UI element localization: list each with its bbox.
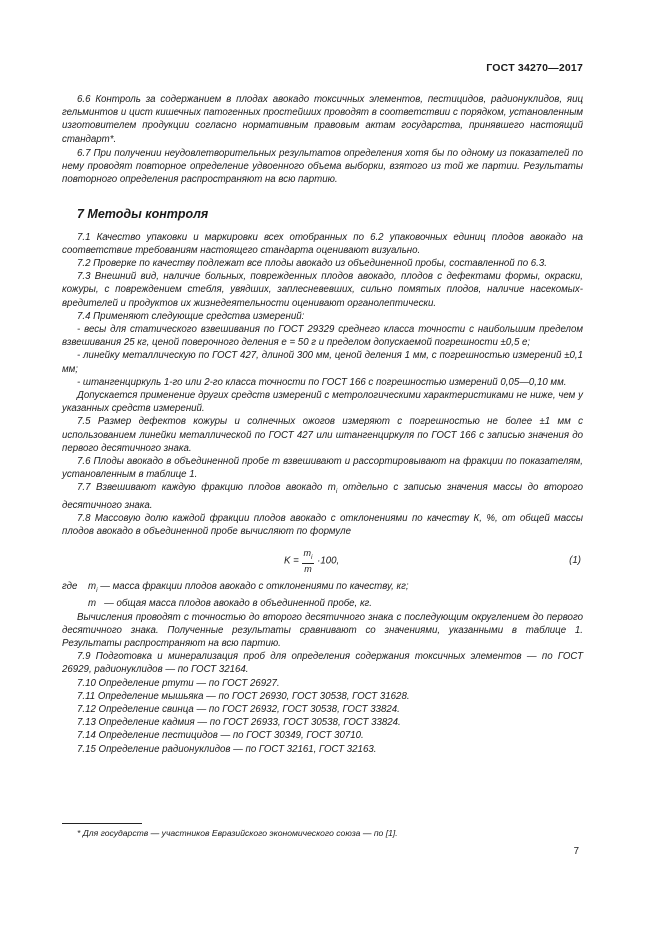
paragraph-7-11: 7.11 Определение мышьяка — по ГОСТ 26930, ГОСТ 30538, ГОСТ 31628. — [77, 690, 410, 702]
where-symbol-m — [88, 597, 104, 610]
where-row-m — [62, 597, 583, 610]
paragraph-7-4: 7.4 Применяют следующие средства измерений: — [77, 310, 305, 322]
formula-lhs: K = — [284, 555, 299, 567]
paragraph-7-1: 7.1 Качество упаковки и маркировки всех отобранных по 6.2 упаковочных единиц плодов авокадо на соответствие требованиям настоящего стандарта оценивают визуально. — [62, 231, 583, 256]
paragraph-7-2: 7.2 Проверке по качеству подлежат все плоды авокадо из объединенной пробы, составленной по 6.3. — [77, 258, 547, 270]
paragraph-6-7: 6.7 При получении неудовлетворительных результатов определения хотя бы по одному из показателей по нему проводят повторное определение удвоенного объема выборки, взятого из той же партии. Результаты повторного определения распространяют на всю партию. — [62, 147, 583, 186]
where-subscript: i — [96, 587, 98, 595]
formula-denominator: m — [304, 564, 312, 575]
paragraph-allowance: Допускается применение других средств измерений с метрологическими характеристиками не ниже, чем у указанных средств измерений. — [62, 390, 583, 415]
paragraph-7-7-end: отдельно с записью значения массы до второго десятичного знака. — [62, 482, 583, 511]
numerator-subscript: i — [311, 554, 313, 562]
footnote: * Для государств — участников Евразийского экономического союза — по [1]. — [77, 828, 398, 838]
paragraph-6-6: 6.6 Контроль за содержанием в плодах авокадо токсичных элементов, пестицидов, радионуклидов, яиц гельминтов и цист кишечных патогенных простейших проводят в соответствии с порядком, установленным изготовителем продукции согласно нормативным правовым актам государства, принявшего настоящий стандарт*. — [62, 94, 583, 145]
where-symbol: m — [88, 581, 97, 593]
paragraph-7-13: 7.13 Определение кадмия — по ГОСТ 26933, ГОСТ 30538, ГОСТ 33824. — [77, 717, 401, 729]
paragraph-7-5: 7.5 Размер дефектов кожуры и солнечных ожогов измеряют с погрешностью не более ±1 мм с использованием линейки металлической по ГОСТ 427 или штангенциркуля по ГОСТ 166 с записью значения до первого десятичного знака. — [62, 416, 583, 454]
formula-number: (1) — [569, 555, 581, 567]
paragraph-7-7 — [62, 481, 583, 511]
section-title: 7 Методы контроля — [77, 207, 209, 222]
where-symbol-mi — [88, 580, 100, 597]
paragraph-7-3: 7.3 Внешний вид, наличие больных, поврежденных плодов авокадо, плодов с дефектами формы, окраски, кожуры, с повреждением стебля, увядших, заплесневевших, сильно помятых плодов, наличие насекомых-вредителей и продуктов их жизнедеятельности оценивают органолептически. — [62, 271, 583, 309]
paragraph-7-14: 7.14 Определение пестицидов — по ГОСТ 30349, ГОСТ 30710. — [77, 730, 364, 742]
list-item-ruler: - линейку металлическую по ГОСТ 427, длиной 300 мм, ценой деления 1 мм, с погрешностью измерений ±0,1 мм; — [62, 350, 583, 375]
paragraph-7-15: 7.15 Определение радионуклидов — по ГОСТ 32161, ГОСТ 32163. — [77, 743, 377, 755]
formula-rhs: ·100, — [317, 555, 340, 567]
paragraph-7-7-start: 7.7 Взвешивают каждую фракцию плодов авокадо m — [77, 482, 336, 494]
list-item-scales: - весы для статического взвешивания по ГОСТ 29329 среднего класса точности с наибольшим пределом взвешивания 25 кг, ценой поверочного деления e = 50 г и пределом допускаемой погрешности ±0,5 e; — [62, 324, 583, 349]
where-lead: где — [62, 581, 78, 593]
subscript-i: i — [335, 488, 338, 496]
where-text-m: — общая масса плодов авокадо в объединенной пробе, кг. — [104, 598, 372, 610]
paragraph-7-10: 7.10 Определение ртути — по ГОСТ 26927. — [77, 677, 280, 689]
where-text-mi: — масса фракции плодов авокадо с отклонениями по качеству, кг; — [100, 581, 409, 593]
page-number: 7 — [573, 846, 579, 857]
footnote-divider — [62, 823, 142, 824]
numerator-symbol: m — [303, 548, 312, 559]
paragraph-7-12: 7.12 Определение свинца — по ГОСТ 26932, ГОСТ 30538, ГОСТ 33824. — [77, 704, 400, 715]
formula-1 — [62, 546, 583, 576]
document-body — [62, 93, 583, 756]
list-item-caliper: - штангенциркуль 1-го или 2-го класса точности по ГОСТ 166 с погрешностью измерений 0,05—0,10 мм. — [77, 376, 567, 388]
document-code: ГОСТ 34270—2017 — [486, 62, 583, 74]
where-row-mi — [62, 580, 583, 597]
paragraph-7-9: 7.9 Подготовка и минерализация проб для определения содержания токсичных элементов — по ГОСТ 26929, радионуклидов — по ГОСТ 32164. — [62, 651, 583, 676]
paragraph-7-6: 7.6 Плоды авокадо в объединенной пробе m взвешивают и рассортировывают на фракции по показателям, установленным в таблице 1. — [62, 456, 583, 481]
paragraph-7-8: 7.8 Массовую долю каждой фракции плодов авокадо с отклонениями по качеству К, %, от общей массы плодов авокадо в объединенной пробе вычисляют по формуле — [62, 512, 583, 538]
formula-numerator — [302, 548, 315, 564]
formula-fraction — [302, 548, 315, 574]
formula-expression — [284, 548, 339, 574]
where-symbol: m — [88, 598, 97, 610]
paragraph-calculation: Вычисления проводят с точностью до второго десятичного знака с последующим округлением до первого десятичного знака. Полученные результаты сравнивают со значениями, указанными в таблице 1. Результаты распространяют на всю партию. — [62, 611, 583, 649]
